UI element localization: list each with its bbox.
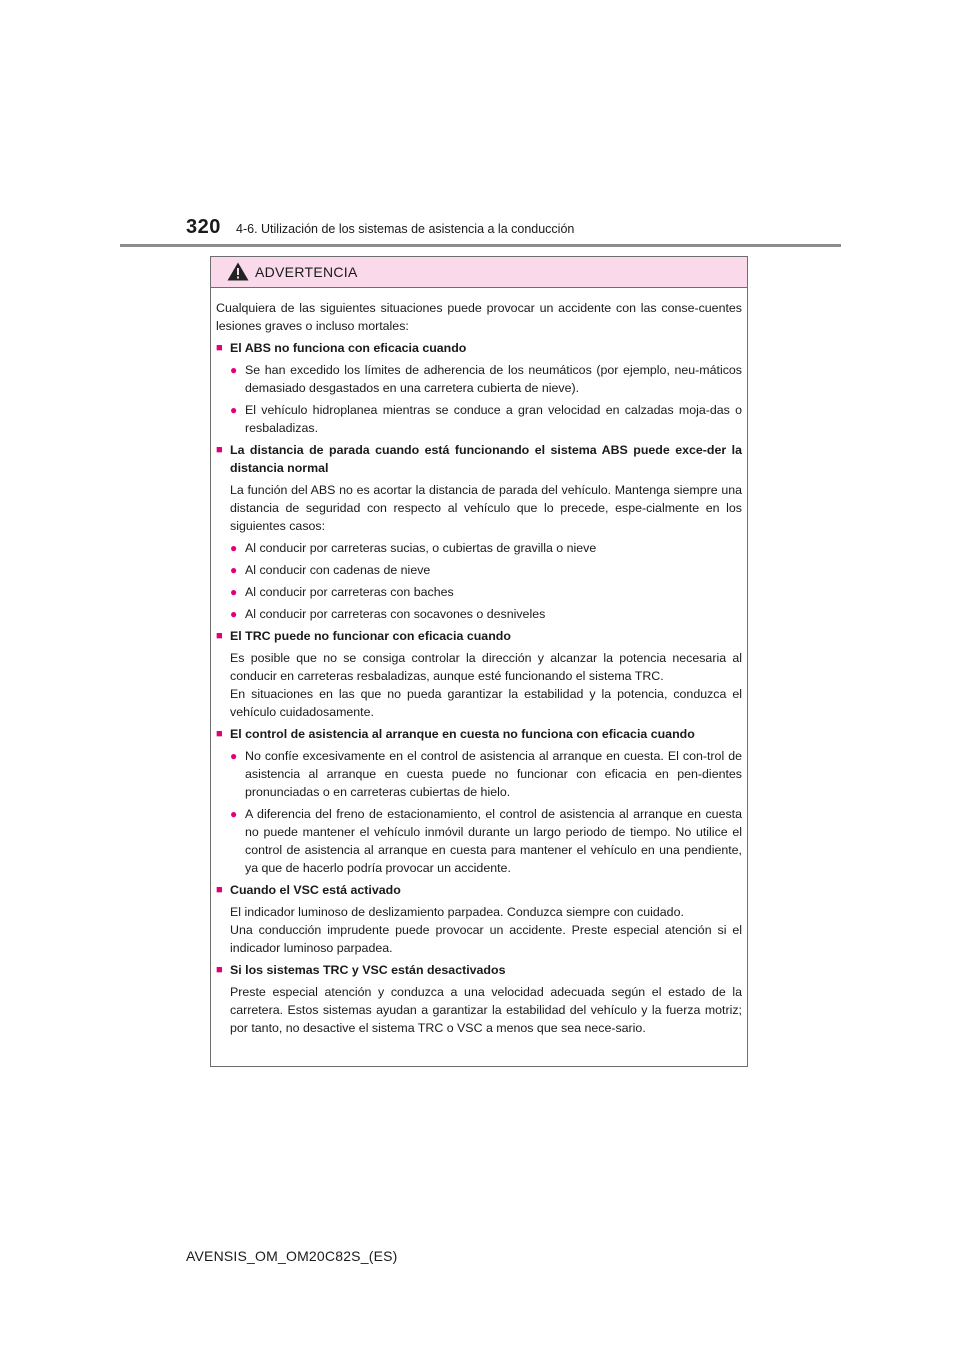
circle-bullet-icon: ● [230,585,238,599]
section-heading: ■ El ABS no funciona con eficacia cuando [216,341,467,355]
circle-bullet-icon: ● [230,563,238,577]
square-bullet-icon: ■ [216,964,223,976]
section-title: 4-6. Utilización de los sistemas de asistencia a la conducción [236,222,575,236]
section-heading: ■ La distancia de parada cuando está funcionando el sistema ABS puede exce-der la distancia normal [216,443,742,475]
circle-bullet-icon: ● [230,807,238,821]
square-bullet-icon: ■ [216,884,223,896]
section-heading: ■ Si los sistemas TRC y VSC están desactivados [216,963,506,977]
square-bullet-icon: ■ [216,630,223,642]
page-number: 320 [186,216,221,238]
square-bullet-icon: ■ [216,728,223,740]
list-item: ● No confíe excesivamente en el control de asistencia al arranque en cuesta. El con-trol de asistencia al arranque en cuesta puede no funcionar con eficacia en pen-dientes pronunciadas o en carreteras cubiertas de hielo. [230,749,742,799]
warning-header [211,257,747,288]
section-text: Preste especial atención y conduzca a una velocidad adecuada según el estado de la carretera. Estos sistemas ayudan a garantizar la estabilidad del vehículo y la fuerza motriz; por tanto, no desactive el sistema TRC o VSC a menos que sea nece-sario. [230,985,742,1035]
section-heading: ■ Cuando el VSC está activado [216,883,401,897]
section-text: Es posible que no se consiga controlar la dirección y alcanzar la potencia necesaria al conducir en carreteras resbaladizas, aunque esté funcionando el sistema TRC. [230,651,742,683]
warning-box [210,256,748,1067]
section-heading: ■ El control de asistencia al arranque en cuesta no funciona con eficacia cuando [216,727,695,741]
warning-triangle-icon [227,262,249,281]
section-text: El indicador luminoso de deslizamiento parpadea. Conduzca siempre con cuidado. [230,905,684,919]
circle-bullet-icon: ● [230,403,238,417]
warning-intro: Cualquiera de las siguientes situaciones puede provocar un accidente con las conse-cuentes lesiones graves o incluso mortales: [216,301,742,333]
circle-bullet-icon: ● [230,749,238,763]
circle-bullet-icon: ● [230,363,238,377]
section-heading: ■ El TRC puede no funcionar con eficacia cuando [216,629,511,643]
list-item: ● Se han excedido los límites de adherencia de los neumáticos (por ejemplo, neu-máticos demasiado desgastados en una carretera cubierta de nieve). [230,363,742,395]
list-item: ● Al conducir por carreteras con baches [230,585,454,599]
list-item: ● Al conducir por carreteras sucias, o cubiertas de gravilla o nieve [230,541,597,555]
warning-body [211,288,747,1037]
list-item: ● El vehículo hidroplanea mientras se conduce a gran velocidad en calzadas moja-das o resbaladizas. [230,403,742,435]
section-text: Una conducción imprudente puede provocar un accidente. Preste especial atención si el indicador luminoso parpadea. [230,923,742,955]
header-divider [120,244,841,247]
section-text: La función del ABS no es acortar la distancia de parada del vehículo. Mantenga siempre una distancia de seguridad con respecto al vehículo que lo precede, espe-cialmente en los siguientes casos: [230,483,742,533]
list-item: ● A diferencia del freno de estacionamiento, el control de asistencia al arranque en cuesta no puede mantener el vehículo inmóvil durante un largo periodo de tiempo. No utilice el control de asistencia al arranque en cuesta para mantener el vehículo en una pendiente, ya que de hacerlo podría provocar un accidente. [230,807,742,875]
circle-bullet-icon: ● [230,607,238,621]
square-bullet-icon: ■ [216,342,223,354]
document-code: AVENSIS_OM_OM20C82S_(ES) [186,1248,398,1264]
section-text: En situaciones en las que no pueda garantizar la estabilidad y la potencia, conduzca el vehículo cuidadosamente. [230,687,742,719]
square-bullet-icon: ■ [216,444,223,456]
list-item: ● Al conducir con cadenas de nieve [230,563,431,577]
list-item: ● Al conducir por carreteras con socavones o desniveles [230,607,546,621]
warning-title: ADVERTENCIA [255,264,358,280]
circle-bullet-icon: ● [230,541,238,555]
